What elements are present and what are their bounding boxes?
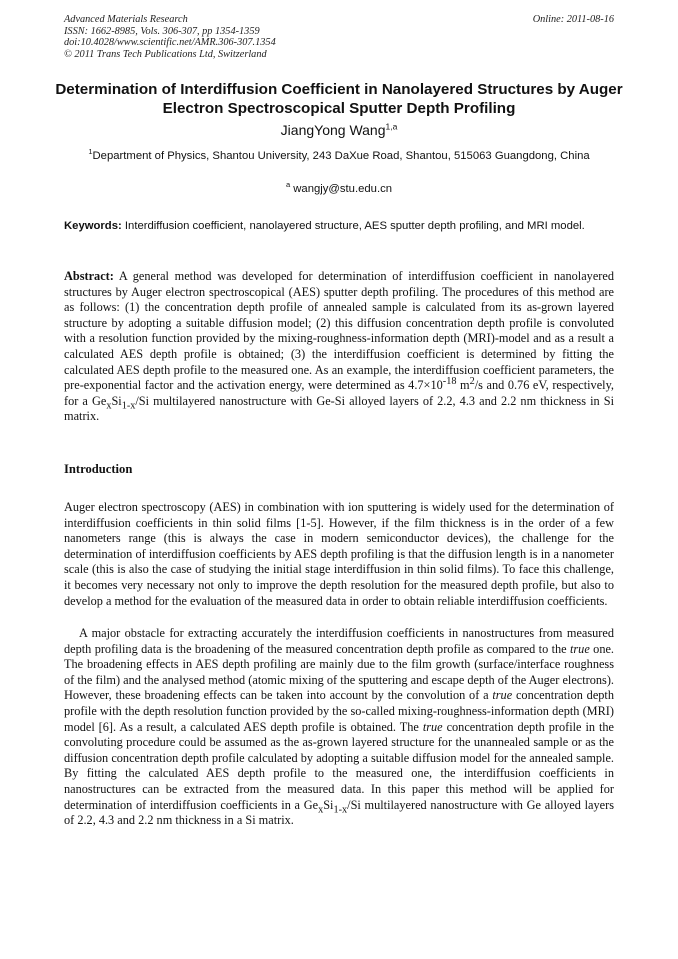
intro-paragraph-2 [64,626,614,829]
keywords [64,219,614,234]
copyright-line: © 2011 Trans Tech Publications Ltd, Switzerland [64,48,267,60]
author-superscript: 1,a [385,121,398,132]
abstract-text: A general method was developed for determination of interdiffusion coefficient in nanolayered structures by Auger electron spectroscopical (AES) sputter depth profiling. The procedures of this method are as follows: (1) the concentration depth profile of annealed sample is calculated from its as-grown layered structure by adopting a suitable diffusion model; (2) this diffusion concentration depth profile is convoluted with a resolution function provided by the mixing-roughness-information depth (MRI)-model and as a result a calculated AES depth profile is obtained; (3) the interdiffusion coefficient is determined by fitting the calculated AES depth profile to the measured one. As an example, the interdiffusion coefficient parameters, the pre-exponential factor and the activation energy, were determined as 4.7×10 [64,269,614,393]
keywords-text: Interdiffusion coefficient, nanolayered structure, AES sputter depth profiling, and MRI model. [124,220,585,232]
email [40,180,638,195]
issn-line: ISSN: 1662-8985, Vols. 306-307, pp 1354-1359 [64,25,260,37]
doi-line: doi:10.4028/www.scientific.net/AMR.306-307.1354 [64,37,276,49]
paragraph-text: concentration depth profile with the depth resolution function provided by the so-called mixing-roughness-information depth (MRI) model [6]. As a result, a calculated AES depth profile is obtained. The [64,688,615,734]
paragraph-text: Si [323,797,334,812]
affiliation-text: Department of Physics, Shantou University, 243 DaXue Road, Shantou, 515063 Guangdong, China [92,150,590,162]
abstract-label: Abstract: [64,269,114,283]
paper-title: Determination of Interdiffusion Coefficient in Nanolayered Structures by Auger Electron Spectroscopical Sputter Depth Profiling [55,81,623,117]
italic-term: true [422,719,443,734]
abstract-text: /s and 0.76 eV, respectively, for a Ge [64,378,614,408]
abstract-exponent: 2 [469,376,475,388]
formula-subscript: 1-x [333,803,348,815]
paragraph-text: concentration depth profile in the convoluting procedure could be assumed as the as-grown layered structure for the unannealed sample or as the diffusion concentration depth profile calculated by adopting a suitable diffusion model for the annealed sample. By fitting the calculated AES depth profile to the measured one, the interdiffusion coefficients in nanostructures can be extracted from the measured data. In this paper this method will be applied for determination of interdiffusion coefficients in a Ge [64,719,614,812]
italic-term: true [492,688,513,703]
abstract-text: /Si multilayered nanostructure with Ge-Si alloyed layers of 2.2, 4.3 and 2.2 nm thickness in Si matrix. [64,393,614,424]
abstract-text: m [456,378,470,393]
online-date: Online: 2011-08-16 [532,14,614,25]
affiliation-superscript: 1 [88,147,93,157]
abstract-exponent: -18 [442,376,457,388]
paragraph-text: one. The broadening effects in AES depth profiling are mainly due to the film growth (surface/interface roughness of the film) and the analysed method (atomic mixing of the sputtering and escape depth of the Auger electrons). However, these broadening effects can be taken into account by the convolution of a [64,641,614,703]
author [40,122,638,138]
keywords-label: Keywords: [64,220,122,232]
italic-term: true [569,641,590,656]
section-heading: Introduction [64,462,133,476]
email-superscript: a [285,180,291,190]
paragraph-text: /Si multilayered nanostructure with Ge alloyed layers of 2.2, 4.3 and 2.2 nm thickness in a Si matrix. [64,797,614,828]
paragraph-text: A major obstacle for extracting accurately the interdiffusion coefficients in nanostructures from measured depth profiling data is the broadening of the measured concentration depth profile as compared to the [64,626,614,656]
journal-header [64,14,276,60]
intro-paragraph-1: Auger electron spectroscopy (AES) in combination with ion sputtering is widely used for the determination of interdiffusion coefficients in thin solid films [1-5]. However, if the film thickness is in the order of a few nanometers range (this is always the case in modern semiconductor devices), the challenge for the determination of interdiffusion coefficients by AES depth profiling is that the diffusion length is in a nanometer scale (this is also the case of studying the initial stage interdiffusion in thin solid films). To face this challenge, it becomes very necessary not only to improve the depth resolution for the measured depth profile, but also to develop a method for the evaluation of the measured data in order to obtain reliable interdiffusion coefficients. [64,500,614,608]
abstract-subscript: x [106,400,112,412]
abstract-subscript: 1-x [121,400,136,412]
abstract-text: Si [111,393,122,408]
affiliation [64,148,614,164]
formula-subscript: x [318,803,324,815]
journal-name: Advanced Materials Research [64,14,188,25]
author-name: JiangYong Wang [280,122,386,138]
abstract [64,269,614,425]
email-address: wangjy@stu.edu.cn [293,183,393,195]
